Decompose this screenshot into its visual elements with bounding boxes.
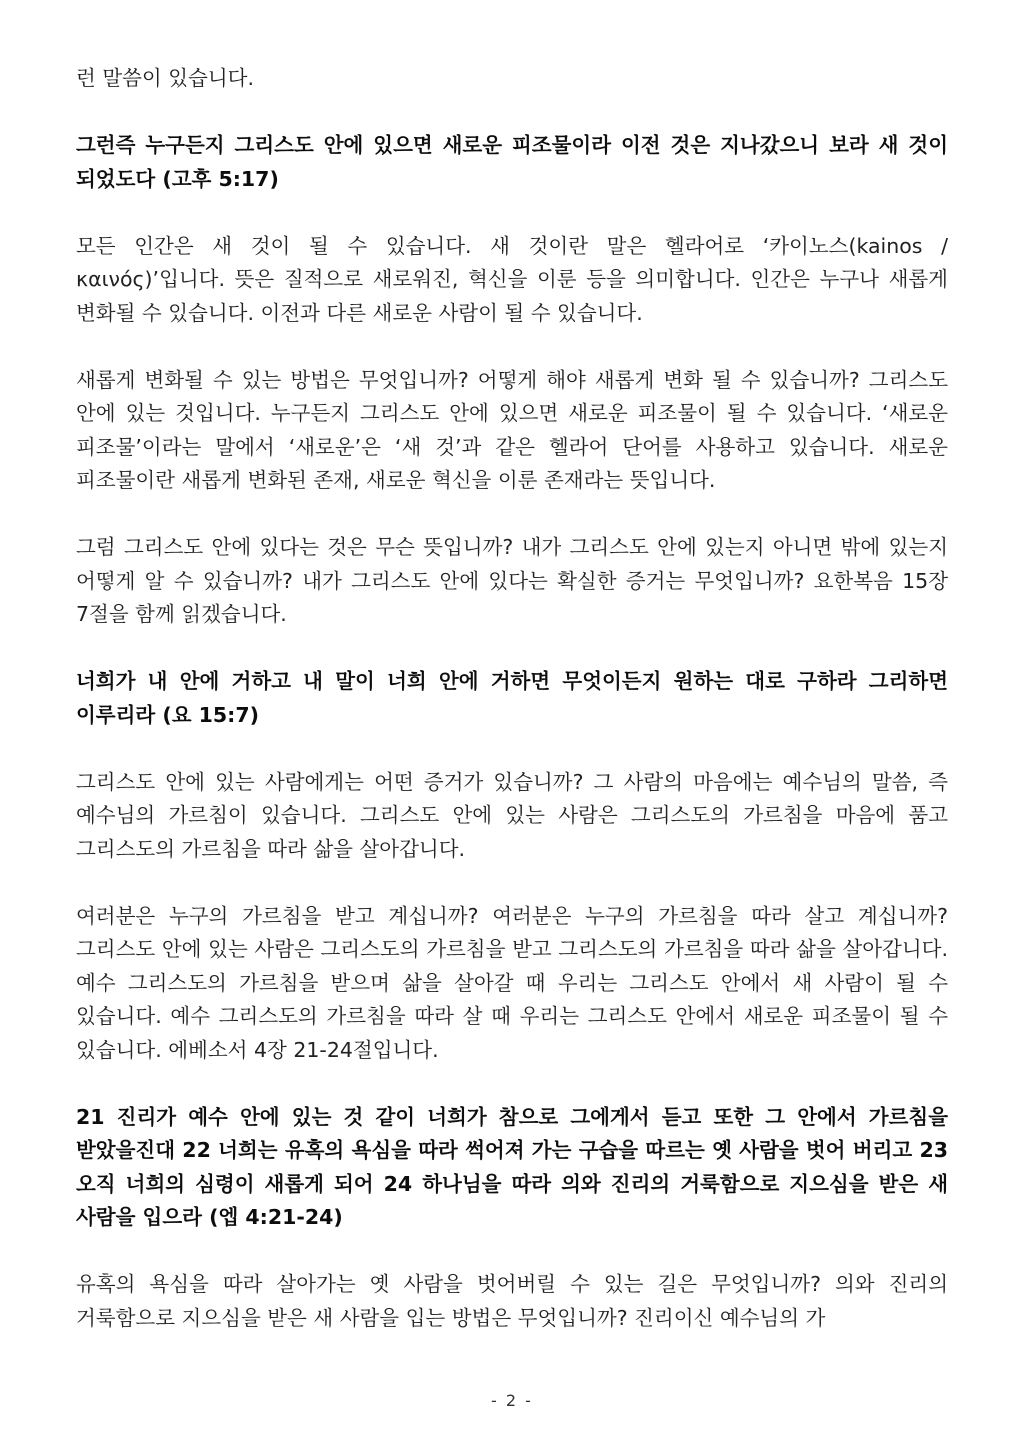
- paragraph-gap: [76, 866, 948, 900]
- paragraph-gap: [76, 96, 948, 130]
- paragraph-gap: [76, 196, 948, 230]
- paragraph-gap: [76, 330, 948, 364]
- scripture-quote-eph-4-21-24: 21 진리가 예수 안에 있는 것 같이 너희가 참으로 그에게서 듣고 또한 그 안에서 가르침을 받았을진대 22 너희는 유혹의 욕심을 따라 썩어져 가는 구습을 따르는 옛 사람을 벗어 버리고 23 오직 너희의 심령이 새롭게 되어 24 하나님을 따라 의와 진리의 거룩함으로 지으심을 받은 새 사람을 입으라 (엡 4:21-24): [76, 1104, 948, 1229]
- paragraph-gap: [76, 732, 948, 766]
- page-number: - 2 -: [491, 1391, 533, 1410]
- document-body: [76, 62, 948, 1335]
- paragraph-gap: [76, 498, 948, 532]
- paragraph-evidence: 그리스도 안에 있는 사람에게는 어떤 증거가 있습니까? 그 사람의 마음에는 예수님의 말씀, 즉 예수님의 가르침이 있습니다. 그리스도 안에 있는 사람은 그리스도의 가르침을 마음에 품고 그리스도의 가르침을 따라 삶을 살아갑니다.: [76, 769, 948, 861]
- paragraph-gap: [76, 632, 948, 666]
- paragraph-in-christ-question: 그럼 그리스도 안에 있다는 것은 무슨 뜻입니까? 내가 그리스도 안에 있는지 아니면 밖에 있는지 어떻게 알 수 있습니까? 내가 그리스도 안에 있다는 확실한 증거는 무엇입니까? 요한복음 15장 7절을 함께 읽겠습니다.: [76, 535, 948, 626]
- scripture-quote-john-15-7: 너희가 내 안에 거하고 내 말이 너희 안에 거하면 무엇이든지 원하는 대로 구하라 그리하면 이루리라 (요 15:7): [76, 669, 948, 727]
- paragraph-1: 런 말씀이 있습니다.: [76, 66, 254, 90]
- paragraph-kainos: 모든 인간은 새 것이 될 수 있습니다. 새 것이란 말은 헬라어로 ‘카이노스(kainos / καινός)’입니다. 뜻은 질적으로 새로워진, 혁신을 이룬 등을 의미합니다. 인간은 누구나 새롭게 변화될 수 있습니다. 이전과 다른 새로운 사람이 될 수 있습니다.: [76, 233, 948, 325]
- paragraph-old-self: 유혹의 욕심을 따라 살아가는 옛 사람을 벗어버릴 수 있는 길은 무엇입니까? 의와 진리의 거룩함으로 지으심을 받은 새 사람을 입는 방법은 무엇입니까? 진리이신 예수님의 가: [76, 1272, 948, 1330]
- paragraph-teaching: 여러분은 누구의 가르침을 받고 계십니까? 여러분은 누구의 가르침을 따라 살고 계십니까? 그리스도 안에 있는 사람은 그리스도의 가르침을 받고 그리스도의 가르침을 따라 삶을 살아갑니다. 예수 그리스도의 가르침을 받으며 삶을 살아갈 때 우리는 그리스도 안에서 새 사람이 될 수 있습니다. 예수 그리스도의 가르침을 따라 살 때 우리는 그리스도 안에서 새로운 피조물이 될 수 있습니다. 에베소서 4장 21-24절입니다.: [76, 903, 948, 1062]
- paragraph-gap: [76, 1067, 948, 1101]
- paragraph-gap: [76, 1235, 948, 1269]
- scripture-quote-2cor-5-17: 그런즉 누구든지 그리스도 안에 있으면 새로운 피조물이라 이전 것은 지나갔으니 보라 새 것이 되었도다 (고후 5:17): [76, 133, 948, 191]
- paragraph-new-creation: 새롭게 변화될 수 있는 방법은 무엇입니까? 어떻게 해야 새롭게 변화 될 수 있습니까? 그리스도 안에 있는 것입니다. 누구든지 그리스도 안에 있으면 새로운 피조물이 될 수 있습니다. ‘새로운 피조물’이라는 말에서 ‘새로운’은 ‘새 것’과 같은 헬라어 단어를 사용하고 있습니다. 새로운 피조물이란 새롭게 변화된 존재, 새로운 혁신을 이룬 존재라는 뜻입니다.: [76, 367, 948, 492]
